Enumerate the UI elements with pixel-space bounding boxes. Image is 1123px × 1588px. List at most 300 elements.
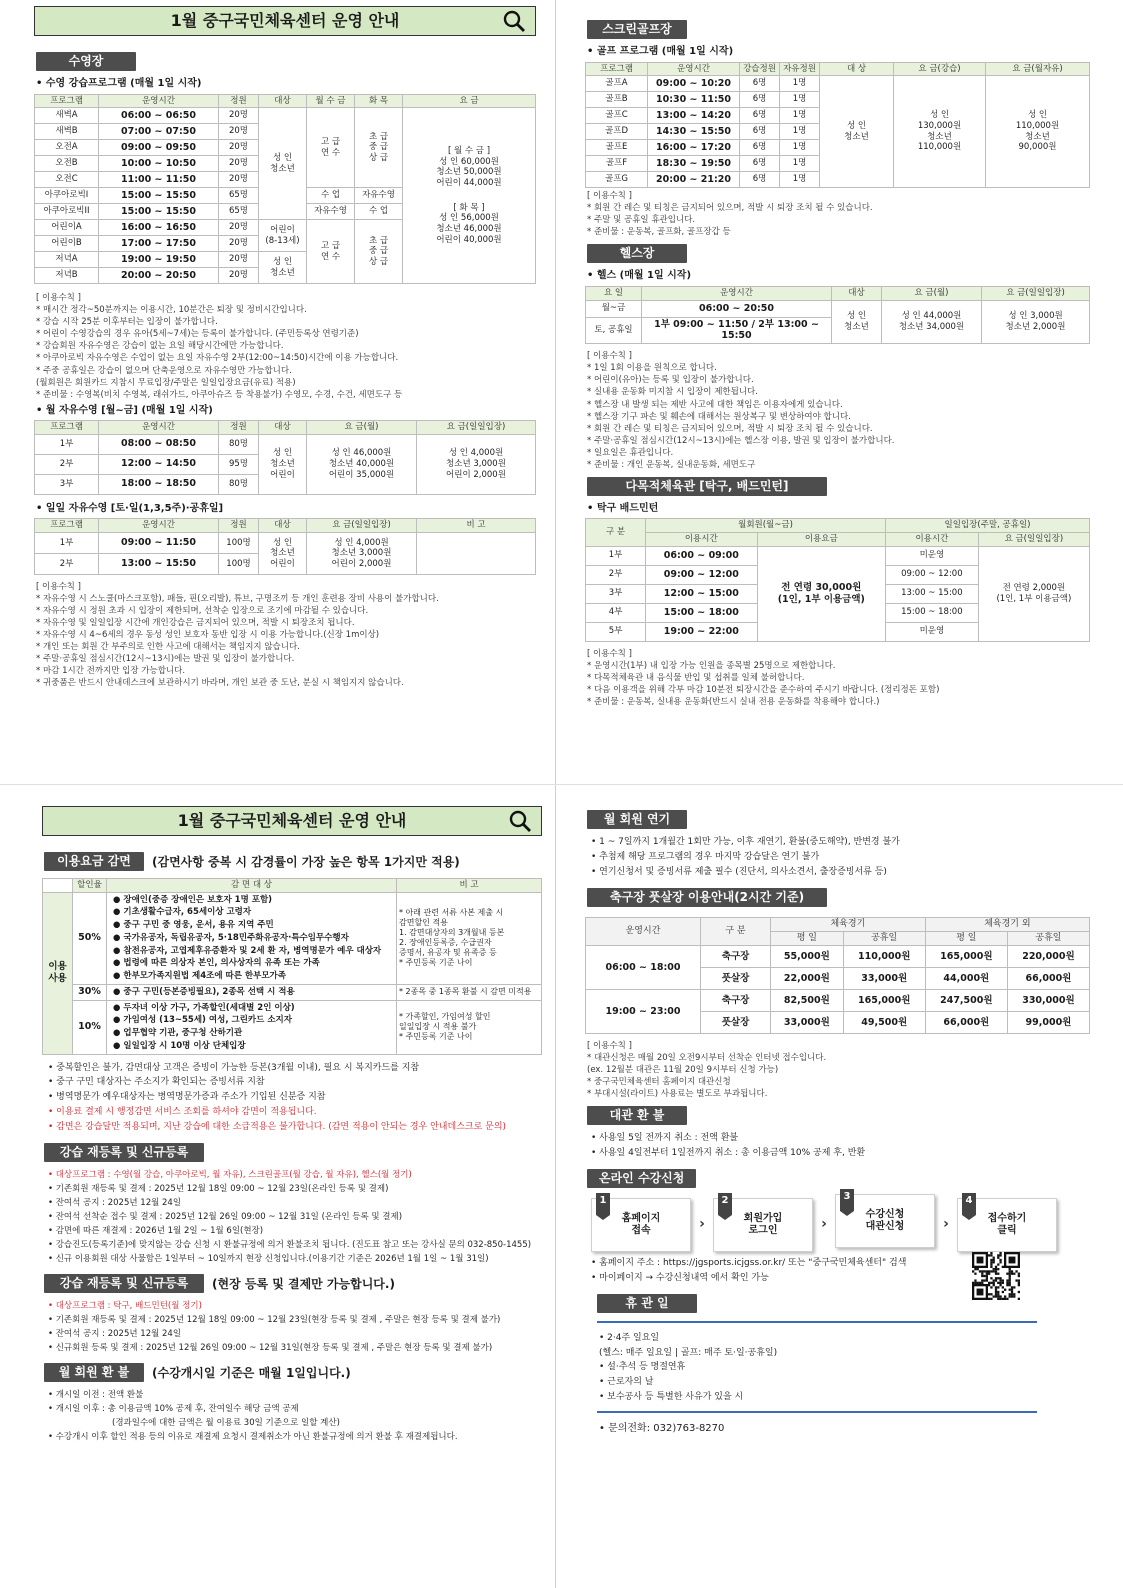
list-item: • 추첨제 해당 프로그램의 경우 마지막 강습달은 연기 불가: [591, 850, 1090, 865]
multi-title: • 탁구 배드민턴: [587, 503, 1090, 516]
list-item: • 2·4주 일요일: [599, 1331, 1090, 1346]
discount-side-label: 이용 사용: [43, 892, 73, 1054]
note-line: * 운영시간(1부) 내 입장 가능 인원을 종목별 25명으로 제한합니다.: [587, 660, 836, 671]
list-indent: (경과일수에 대한 금액은 월 이용료 30일 기준으로 일할 계산): [112, 1418, 340, 1429]
program-capacity: 20명: [219, 172, 259, 188]
remark-cell: [417, 532, 536, 574]
program-time: 16:00 ~ 16:50: [99, 220, 219, 236]
multi-header-time: 이용시간: [646, 533, 758, 547]
day-name: 토, 공휴일: [586, 317, 642, 344]
table-header: 요 금(일일입장): [982, 286, 1090, 300]
program-time: 17:00 ~ 17:50: [99, 236, 219, 252]
gym-title: • 헬스 (매월 1일 시작): [587, 270, 1090, 283]
tt-cell: 초 급 중 급 상 급: [355, 220, 403, 284]
mwf-cell: 고 급 연 수: [307, 220, 355, 284]
program-name: 골프E: [586, 140, 648, 156]
weekend-time: 15:00 ~ 18:00: [886, 603, 979, 622]
program-capacity: 65명: [219, 204, 259, 220]
rate-cell: 50%: [73, 892, 107, 984]
note-line: * 귀중품은 반드시 안내데스크에 보관하시기 바라며, 개인 보관 중 도난, 분실 시 책임지지 않습니다.: [36, 678, 404, 689]
table-header: 요 금(월자유): [986, 62, 1090, 76]
program-time: 08:00 ~ 08:50: [99, 434, 219, 454]
soccer-header-in: 체육경기: [771, 917, 926, 931]
field-fee: 66,000원: [1007, 968, 1089, 990]
note-line: * 회원 간 레슨 및 티칭은 금지되어 있으며, 적발 시 퇴장 조치 될 수 있습니다.: [587, 423, 873, 434]
program-time: 20:00 ~ 21:20: [648, 172, 740, 188]
free-capacity: 1명: [780, 108, 820, 124]
program-name: 저녁B: [35, 268, 99, 284]
program-capacity: 20명: [219, 140, 259, 156]
online-steps: [591, 1191, 1090, 1252]
step-card-2[interactable]: [713, 1195, 813, 1252]
program-time: 14:30 ~ 15:50: [648, 124, 740, 140]
multi-header-time2: 이용시간: [886, 533, 979, 547]
target-item: ● 장애인(중증 장애인은 보호자 1명 포함): [113, 894, 273, 905]
table-header: 프로그램: [35, 94, 99, 108]
fee-cell: [403, 108, 536, 284]
note-line: * 자유수영 시 정원 초과 시 입장이 제한되며, 선착순 입장으로 조기에 마감될 수 있습니다.: [36, 606, 369, 617]
note-line: * 강습회원 자유수영은 강습이 없는 요일 해당시간에만 가능합니다.: [36, 341, 284, 352]
table-row: [586, 300, 1090, 317]
list-item: • 근로자의 날: [599, 1375, 1090, 1390]
field-fee: 220,000원: [1007, 946, 1089, 968]
lesson-capacity: 6명: [740, 92, 780, 108]
program-time: 09:00 ~ 09:50: [99, 140, 219, 156]
note-line: * 중구국민체육센터 홈페이지 대관신청: [587, 1077, 731, 1088]
program-name: 골프C: [586, 108, 648, 124]
day-swim-table: [34, 518, 536, 575]
note-line: * 강습 시작 25분 이후부터는 입장이 불가합니다.: [36, 317, 218, 328]
fee-day: 성 인 3,000원 청소년 2,000원: [982, 300, 1090, 344]
swim-prog-title: • 수영 강습프로그램 (매월 1일 시작): [36, 78, 536, 91]
reg2-subtitle: (현장 등록 및 결제만 가능합니다.): [212, 1276, 395, 1291]
soccer-table: [585, 917, 1090, 1035]
list-item: • 신규회원 등록 및 결제 : 2025년 12월 26일 09:00 ~ 12월 31일(현장 등록 및 결제 , 주말은 현장 등록 및 결제 불가): [48, 1341, 542, 1355]
list-item: • 홈페이지 주소 : https://jgsports.icjgss.or.kr/ 또는 "중구국민체육센터" 검색: [591, 1256, 1090, 1271]
discount-row: [43, 892, 542, 984]
page-title-box: [34, 6, 536, 36]
table-header: 대상: [259, 421, 307, 435]
program-name: 골프A: [586, 76, 648, 92]
gym-table: [585, 286, 1090, 344]
target-cell: 성 인 청소년 어린이: [259, 532, 307, 574]
table-header: 요 금(일일입장): [307, 519, 417, 533]
refund-subtitle: (수강개시일 기준은 매월 1일입니다.): [152, 1366, 351, 1381]
step-card-1[interactable]: [591, 1195, 691, 1252]
table-row: [586, 546, 1090, 565]
reg1-section-header: 강습 재등록 및 신규등록: [44, 1143, 204, 1162]
golf-title: • 골프 프로그램 (매월 1일 시작): [587, 46, 1090, 59]
target-list: [107, 892, 397, 984]
field-fee: 110,000원: [843, 946, 925, 968]
rental-refund-list: [591, 1131, 1090, 1161]
session-name: 3부: [586, 584, 646, 603]
program-name: 저녁A: [35, 252, 99, 268]
note-line: * 개인 또는 회원 간 부주의로 인한 사고에 대해서는 책임지지 않습니다.: [36, 642, 300, 653]
program-time: 18:30 ~ 19:50: [648, 156, 740, 172]
program-capacity: 20명: [219, 220, 259, 236]
field-fee: 247,500원: [925, 990, 1007, 1012]
program-capacity: 80명: [219, 434, 259, 454]
program-time: 10:30 ~ 11:50: [648, 92, 740, 108]
note-line: * 주말·공휴일 점심시간(12시~13시)에는 헬스장 이용, 발권 및 입장이 불가합니다.: [587, 435, 895, 446]
golf-table: [585, 62, 1090, 189]
list-item: • 감면에 따른 재결제 : 2026년 1월 2일 ~ 1월 6일(현장): [48, 1224, 542, 1238]
target-item: ● 가임여성 (13~55세) 여성, 그린카드 소지자: [113, 1015, 292, 1026]
closed-divider-bottom: [597, 1411, 1037, 1413]
step-card-4[interactable]: [957, 1195, 1057, 1252]
day-swim-notes: [36, 581, 536, 690]
gym-notes: [587, 350, 1090, 471]
golf-section-header: 스크린골프장: [587, 20, 687, 39]
aq-mwf: 자유수영: [307, 204, 355, 220]
program-name: 어린이B: [35, 236, 99, 252]
fee-day: 성 인 4,000원 청소년 3,000원 어린이 2,000원: [307, 532, 417, 574]
list-item: • 수강개시 이후 할인 적용 등의 이유로 재결제 요청시 결제취소가 아닌 환불규정에 의거 환불 후 재결제됩니다.: [48, 1430, 542, 1444]
soccer-header-hol2: 공휴일: [1007, 931, 1089, 945]
table-header: 대상: [259, 519, 307, 533]
field-fee: 49,500원: [843, 1012, 925, 1034]
step-label: 회원가입 로그인: [743, 1212, 783, 1237]
closed-list: [599, 1331, 1090, 1405]
discount-row: [43, 984, 542, 1000]
note-line: * 주말·공휴일 점심시간(12시~13시)에는 발권 및 입장이 불가합니다.: [36, 654, 295, 665]
target-item: ● 업무협약 기관, 중구청 산하기관: [113, 1028, 243, 1039]
step-number: 1: [596, 1193, 610, 1215]
table-header: 정원: [219, 421, 259, 435]
table-header: 정원: [219, 94, 259, 108]
program-capacity: 20명: [219, 124, 259, 140]
discount-header-target: 감 면 대 상: [107, 879, 397, 893]
swim-lesson-table: [34, 94, 536, 285]
mwf-cell: 고 급 연 수: [307, 108, 355, 188]
target-item: ● 중구 구민(등본증빙필요), 2종목 선택 시 적용: [113, 986, 295, 997]
session-time: 15:00 ~ 18:00: [646, 603, 758, 622]
list-item: • 잔여석 공지 : 2025년 12월 24일: [48, 1327, 542, 1341]
list-item: • 마이페이지 → 수강신청내역 에서 확인 가능: [591, 1271, 1090, 1286]
field-fee: 99,000원: [1007, 1012, 1089, 1034]
aq-tt: 자유수영: [355, 188, 403, 204]
program-capacity: 20명: [219, 108, 259, 124]
reg2-list: [48, 1299, 542, 1355]
field-type: 풋살장: [701, 1012, 771, 1034]
table-header: 요 금: [403, 94, 536, 108]
fee-tt: [ 화 목 ] 성 인 56,000원 청소년 46,000원 어린이 40,000원: [436, 202, 502, 245]
table-row: [586, 990, 1090, 1012]
field-type: 축구장: [701, 946, 771, 968]
program-name: 오전C: [35, 172, 99, 188]
page-title: 1월 중구국민체육센터 운영 안내: [170, 11, 400, 30]
target-list: [107, 1000, 397, 1054]
session-time: 06:00 ~ 09:00: [646, 546, 758, 565]
note-line: [ 이용수칙 ]: [36, 293, 81, 304]
program-name: 1부: [35, 434, 99, 454]
info-panel: [585, 808, 1090, 1563]
program-time: 15:00 ~ 15:50: [99, 188, 219, 204]
multi-section-header: 다목적체육관 [탁구, 배드민턴]: [587, 477, 827, 496]
soccer-time: 06:00 ~ 18:00: [586, 946, 701, 990]
closed-divider-top: [597, 1321, 1037, 1323]
target-item: ● 기초생활수급자, 65세이상 고령자: [113, 907, 252, 918]
program-name: 새벽B: [35, 124, 99, 140]
program-name: 오전B: [35, 156, 99, 172]
program-capacity: 100명: [219, 553, 259, 574]
table-header: 대 상: [820, 62, 894, 76]
program-name: 1부: [35, 532, 99, 553]
lesson-capacity: 6명: [740, 108, 780, 124]
table-header: 요 일: [586, 286, 642, 300]
list-item: • 사용일 4일전부터 1일전까지 취소 : 총 이용금액 10% 공제 후, 반환: [591, 1146, 1090, 1161]
chevron-right-icon: ›: [943, 1216, 949, 1233]
list-item: • 개시일 이후 : 총 이용금액 10% 공제 후, 잔여일수 해당 금액 공제: [48, 1402, 542, 1416]
program-time: 11:00 ~ 11:50: [99, 172, 219, 188]
field-fee: 33,000원: [843, 968, 925, 990]
fee-month: 성 인 44,000원 청소년 34,000원: [882, 300, 982, 344]
table-row: [586, 946, 1090, 968]
target-item: ● 한부모가족지원법 제4조에 따른 한부모가족: [113, 971, 286, 982]
discount-table: [42, 878, 542, 1055]
soccer-header-time: 운영시간: [586, 917, 701, 946]
note-line: [ 이용수칙 ]: [36, 581, 81, 592]
session-time: 12:00 ~ 15:00: [646, 584, 758, 603]
note-line: [ 이용수칙 ]: [587, 1041, 632, 1052]
weekend-time: 미운영: [886, 622, 979, 641]
note-line: * 실내용 운동화 미지참 시 입장이 제한됩니다.: [587, 387, 758, 398]
target-item: ● 국가유공자, 독립유공자, 5·18민주화유공자·특수임무수행자: [113, 932, 349, 943]
list-item: • 강습진도(등록기준)에 맞지않는 강습 신청 시 환불규정에 의거 환불조치 됩니다. (진도표 참고 또는 강사실 문의 032-850-1455): [48, 1238, 542, 1252]
session-name: 2부: [586, 565, 646, 584]
step-number: 4: [962, 1193, 976, 1215]
program-capacity: 20명: [219, 236, 259, 252]
soccer-header-out: 체육경기 외: [925, 917, 1089, 931]
target-list: [107, 984, 397, 1000]
list-item: • 개시일 이전 : 전액 환불: [48, 1388, 542, 1402]
list-item: • 잔여석 공지 : 2025년 12월 24일: [48, 1196, 542, 1210]
step-label: 접수하기 클릭: [987, 1212, 1027, 1237]
session-time: 09:00 ~ 12:00: [646, 565, 758, 584]
program-name: 골프G: [586, 172, 648, 188]
table-header: 운영시간: [99, 519, 219, 533]
tt-cell: 초 급 중 급 상 급: [355, 108, 403, 188]
note-line: * 대관신청은 매월 20일 오전9시부터 선착순 인터넷 접수입니다.: [587, 1053, 827, 1064]
fee-month: 성 인 46,000원 청소년 40,000원 어린이 35,000원: [307, 434, 417, 494]
free-swim-title: • 월 자유수영 [월~금] (매월 1일 시작): [36, 405, 536, 418]
program-time: 19:00 ~ 19:50: [99, 252, 219, 268]
fee-lesson: 성 인 130,000원 청소년 110,000원: [894, 76, 986, 188]
table-header: 대상: [259, 94, 307, 108]
discount-header-note: 비 고: [397, 879, 542, 893]
field-type: 축구장: [701, 990, 771, 1012]
field-fee: 44,000원: [925, 968, 1007, 990]
list-item: • 병역명문가 예우대상자는 병역명문가증과 주소가 기입된 신분증 지참: [48, 1090, 542, 1105]
page-divider-horizontal: [0, 784, 1123, 785]
session-name: 5부: [586, 622, 646, 641]
swim-panel: [34, 6, 536, 768]
program-capacity: 65명: [219, 188, 259, 204]
free-swim-table: [34, 420, 536, 495]
target-cell: 성 인 청소년: [259, 252, 307, 284]
list-item: • 이용료 결제 시 행정감면 서비스 조회를 하셔야 감면이 적용됩니다.: [48, 1105, 542, 1120]
field-type: 풋살장: [701, 968, 771, 990]
reg2-section-header: 강습 재등록 및 신규등록: [44, 1274, 204, 1293]
free-capacity: 1명: [780, 124, 820, 140]
swim-notes: [36, 292, 536, 401]
field-fee: 165,000원: [925, 946, 1007, 968]
list-item: • 사용일 5일 전까지 취소 : 전액 환불: [591, 1131, 1090, 1146]
facility-panel: [585, 18, 1090, 778]
multi-header-group1: 월회원(월~금): [646, 519, 886, 533]
list-item: • 보수공사 등 특별한 사유가 있을 시: [599, 1390, 1090, 1405]
note-line: * 주말 및 공휴일 휴관입니다.: [587, 215, 696, 226]
soccer-section-header: 축구장 풋살장 이용안내(2시간 기준): [587, 888, 827, 907]
multi-table: [585, 518, 1090, 641]
multi-notes: [587, 648, 1090, 708]
target-cell: 어린이 (8-13세): [259, 220, 307, 252]
discount-section-header: 이용요금 감면: [44, 852, 144, 871]
contact-list: [599, 1421, 1090, 1438]
closed-section-header: 휴 관 일: [597, 1294, 697, 1313]
table-row: [35, 532, 536, 553]
table-header: 요 금(월): [882, 286, 982, 300]
session-name: 1부: [586, 546, 646, 565]
program-time: 18:00 ~ 18:50: [99, 474, 219, 494]
program-name: 아쿠아로빅II: [35, 204, 99, 220]
gym-time: 1부 09:00 ~ 11:50 / 2부 13:00 ~ 15:50: [642, 317, 832, 344]
note-line: * 준비물 : 운동복, 실내용 운동화(반드시 실내 전용 운동화를 착용해야 합니다.): [587, 696, 880, 707]
aq-tt: 수 업: [355, 204, 403, 220]
field-fee: 82,500원: [771, 990, 844, 1012]
multi-header-div: 구 분: [586, 519, 646, 546]
program-name: 새벽A: [35, 108, 99, 124]
program-time: 12:00 ~ 14:50: [99, 454, 219, 474]
day-name: 월~금: [586, 300, 642, 317]
target-item: ● 법령에 따른 의상자 본인, 의사상자의 유족 또는 가족: [113, 958, 320, 969]
target-cell: 성 인 청소년: [259, 108, 307, 220]
session-name: 4부: [586, 603, 646, 622]
table-header: 자유정원: [780, 62, 820, 76]
table-header: 프로그램: [35, 519, 99, 533]
chevron-right-icon: ›: [699, 1216, 705, 1233]
soccer-header-div: 구 분: [701, 917, 771, 946]
note-line: * 주중 공휴일은 강습이 없으며 단축운영으로 자유수영만 가능합니다.: [36, 365, 292, 376]
program-time: 09:00 ~ 11:50: [99, 532, 219, 553]
table-header: 요 금(강습): [894, 62, 986, 76]
note-line: * 자유수영 및 일일입장 시간에 개인강습은 금지되어 있으며, 적발 시 퇴장조치 됩니다.: [36, 618, 355, 629]
discount-subtitle: (감면사항 중복 시 감경률이 가장 높은 항목 1가지만 적용): [152, 855, 460, 869]
step-label: 홈페이지 접속: [621, 1212, 661, 1237]
online-section-header: 온라인 수강신청: [587, 1169, 696, 1188]
note-line: [ 이용수칙 ]: [587, 648, 632, 659]
free-capacity: 1명: [780, 156, 820, 172]
list-item: • 중구 구민 대상자는 주소지가 확인되는 증빙서류 지참: [48, 1075, 542, 1090]
weekend-time: 미운영: [886, 546, 979, 565]
list-item: • 연기신청서 및 증빙서류 제출 필수 (진단서, 의사소견서, 출장증빙서류 등): [591, 865, 1090, 880]
fee-free: 성 인 110,000원 청소년 90,000원: [986, 76, 1090, 188]
qr-code[interactable]: [972, 1252, 1020, 1300]
program-time: 10:00 ~ 10:50: [99, 156, 219, 172]
rate-cell: 30%: [73, 984, 107, 1000]
swim-section-header: 수영장: [36, 52, 136, 71]
list-item: • 기존회원 재등록 및 결제 : 2025년 12월 18일 09:00 ~ 12월 23일(온라인 등록 및 결제): [48, 1182, 542, 1196]
lesson-capacity: 6명: [740, 76, 780, 92]
note-line: * 어린이(유아)는 등록 및 입장이 불가합니다.: [587, 375, 754, 386]
list-item: • 기존회원 재등록 및 결제 : 2025년 12월 18일 09:00 ~ 12월 23일(현장 등록 및 결제 , 주말은 현장 등록 및 결제 불가): [48, 1313, 542, 1327]
lesson-capacity: 6명: [740, 172, 780, 188]
chevron-right-icon: ›: [821, 1216, 827, 1233]
table-header: 운영시간: [99, 421, 219, 435]
fee-day: 전 연령 2,000원 (1인, 1부 이용금액): [978, 546, 1089, 641]
list-item: • 1 ~ 7일까지 1개월간 1회만 가능, 이후 재연기, 환불(중도해약), 반변경 불가: [591, 835, 1090, 850]
field-fee: 66,000원: [925, 1012, 1007, 1034]
note-line: (월회원은 회원카드 지참시 무료입장/주말은 일일입장요금(유료) 적용): [36, 377, 296, 388]
fee-gap: [405, 189, 533, 203]
day-swim-title: • 일일 자유수영 [토·일(1,3,5주)·공휴일]: [36, 503, 536, 516]
target-cell: 성 인 청소년 어린이: [259, 434, 307, 494]
note-line: * 헬스장 내 발생 되는 제반 사고에 대한 책임은 이용자에게 있습니다.: [587, 399, 843, 410]
field-fee: 33,000원: [771, 1012, 844, 1034]
note-line: * 준비물 : 개인 운동복, 실내운동화, 세면도구: [587, 459, 756, 470]
note-line: * 어린이 수영강습의 경우 유아(5세~7세)는 등록이 불가합니다. (주민등록상 연령기준): [36, 329, 359, 340]
step-card-3[interactable]: [835, 1191, 935, 1248]
program-name: 아쿠아로빅I: [35, 188, 99, 204]
list-item: • 신규 이용회원 대상 사물함은 1일부터 ~ 10일까지 현장 신청입니다.(이용기간 기준은 2026년 1월 1일 ~ 1월 31일): [48, 1252, 542, 1266]
table-header: 화 목: [355, 94, 403, 108]
list-item: • 잔여석 선착순 접수 및 결제 : 2025년 12월 26일 09:00 ~ 12월 31일 (온라인 등록 및 결제): [48, 1210, 542, 1224]
contact-phone: • 문의전화: 032)763-8270: [599, 1421, 1090, 1438]
program-name: 골프B: [586, 92, 648, 108]
rental-refund-section-header: 대관 환 불: [587, 1106, 687, 1125]
golf-notes: [587, 190, 1090, 238]
step-number: 2: [718, 1193, 732, 1215]
note-cell: * 2종목 중 1종목 환불 시 감면 미적용: [397, 984, 542, 1000]
policy-panel: [42, 806, 542, 1551]
weekend-time: 09:00 ~ 12:00: [886, 565, 979, 584]
note-line: * 회원 간 레슨 및 티칭은 금지되어 있으며, 적발 시 퇴장 조치 될 수 있습니다.: [587, 203, 873, 214]
multi-header-fee2: 요 금(일일입장): [978, 533, 1089, 547]
program-name: 2부: [35, 454, 99, 474]
multi-header-group2: 일일입장(주말, 공휴일): [886, 519, 1090, 533]
step-label: 수강신청 대관신청: [865, 1208, 905, 1233]
note-line: (ex. 12월분 대관은 11월 20일 9시부터 신청 가능): [587, 1065, 779, 1076]
program-time: 16:00 ~ 17:20: [648, 140, 740, 156]
note-line: * 준비물 : 수영복(비치 수영복, 래쉬가드, 아쿠아슈즈 등 착용불가) 수영모, 수경, 수건, 세면도구 등: [36, 389, 403, 400]
soccer-header-hol1: 공휴일: [843, 931, 925, 945]
fee-mwf: [ 월 수 금 ] 성 인 60,000원 청소년 50,000원 어린이 44,000원: [436, 146, 502, 188]
free-capacity: 1명: [780, 76, 820, 92]
field-fee: 55,000원: [771, 946, 844, 968]
table-row: [586, 76, 1090, 92]
program-capacity: 100명: [219, 532, 259, 553]
table-row: [35, 434, 536, 454]
free-capacity: 1명: [780, 92, 820, 108]
note-line: * 일요일은 휴관입니다.: [587, 447, 674, 458]
table-header: 월 수 금: [307, 94, 355, 108]
page-title-box-2: [42, 806, 542, 836]
rate-cell: 10%: [73, 1000, 107, 1054]
table-row: [35, 108, 536, 124]
list-indent: (헬스: 매주 일요일 | 골프: 매주 토·일·공휴일): [599, 1347, 778, 1358]
lesson-capacity: 6명: [740, 140, 780, 156]
fee-month: 전 연령 30,000원 (1인, 1부 이용금액): [757, 546, 885, 641]
note-line: * 준비물 : 운동복, 골프화, 골프장갑 등: [587, 227, 731, 238]
table-header: 요 금(월): [307, 421, 417, 435]
program-capacity: 80명: [219, 474, 259, 494]
note-line: * 자유수영 시 스노쿨(마스크포함), 패들, 핀(오리발), 튜브, 구명조끼 등 개인 훈련용 장비 사용이 불가합니다.: [36, 594, 439, 604]
note-line: * 마감 1시간 전까지만 입장 가능합니다.: [36, 666, 186, 677]
discount-header-blank: [43, 879, 73, 893]
program-name: 골프D: [586, 124, 648, 140]
note-line: * 매시간 정각~50분까지는 이용시간, 10분간은 퇴장 및 정비시간입니다.: [36, 305, 307, 316]
